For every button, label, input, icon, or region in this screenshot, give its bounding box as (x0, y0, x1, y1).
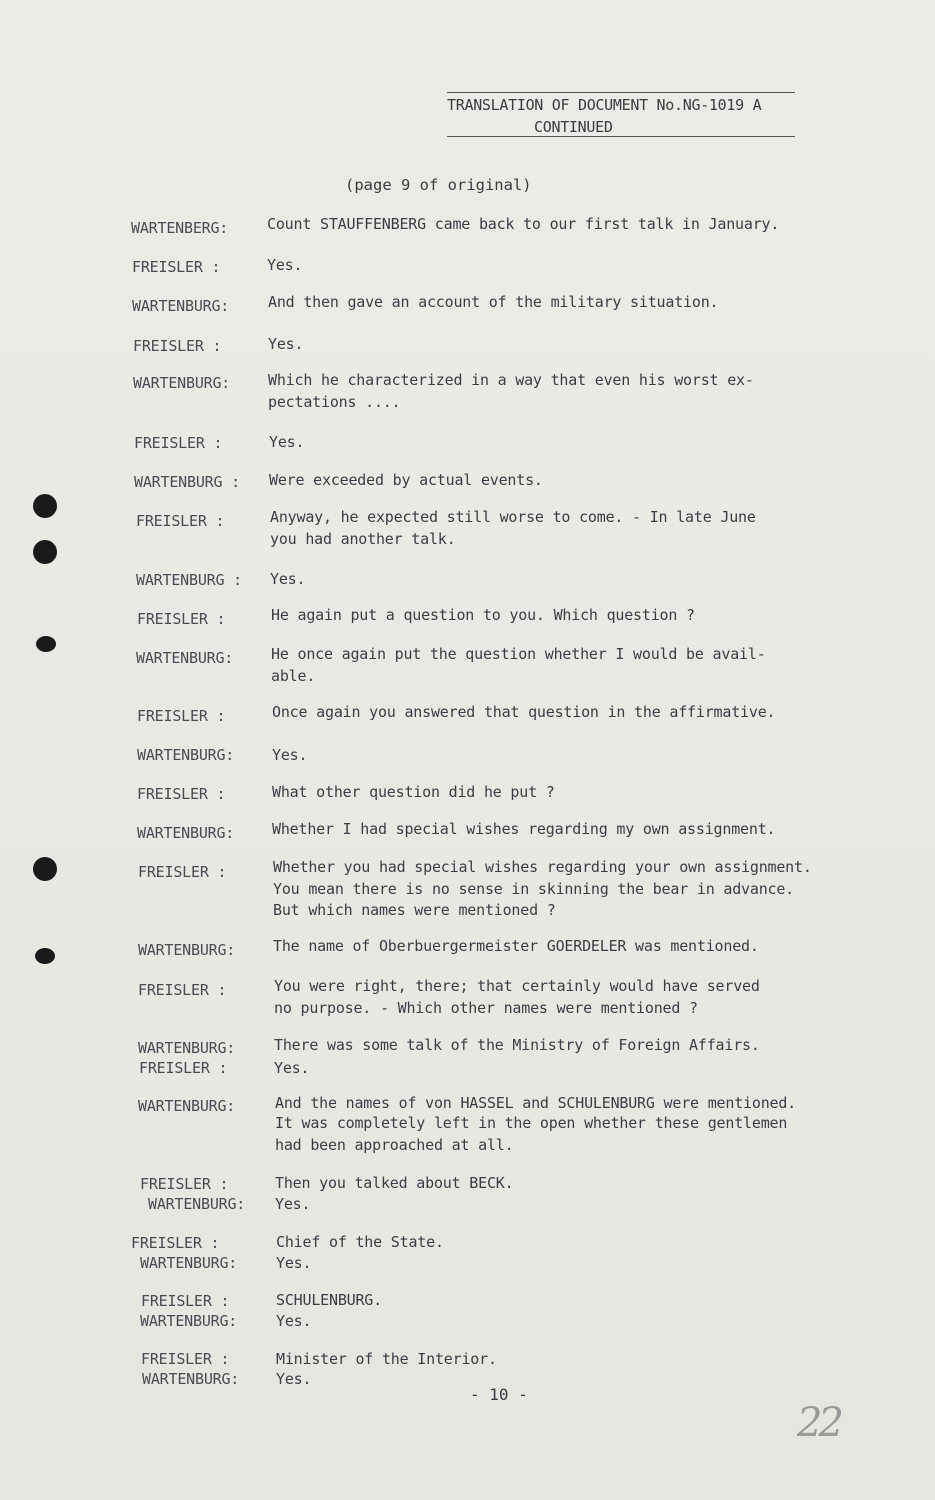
speaker-label: WARTENBURG: (140, 1254, 238, 1272)
dialogue-line: Yes. (268, 335, 304, 353)
dialogue-line: Yes. (267, 256, 303, 274)
dialogue-line: Yes. (276, 1370, 312, 1388)
header-top-rule (447, 92, 795, 93)
dialogue-line: Yes. (272, 746, 308, 764)
dialogue-line: pectations .... (268, 393, 401, 411)
speaker-label: WARTENBURG: (133, 374, 231, 392)
punch-hole (33, 540, 57, 564)
dialogue-line: no purpose. - Which other names were mentioned ? (274, 999, 698, 1017)
speaker-label: FREISLER : (132, 258, 221, 276)
dialogue-line: Once again you answered that question in the affirmative. (272, 703, 776, 721)
dialogue-line: He again put a question to you. Which question ? (271, 606, 695, 624)
dialogue-line: What other question did he put ? (272, 783, 555, 801)
speaker-label: FREISLER : (131, 1234, 220, 1252)
speaker-label: WARTENBURG: (137, 746, 235, 764)
document-subtitle: CONTINUED (534, 118, 613, 136)
dialogue-line: Yes. (269, 433, 305, 451)
punch-hole (33, 857, 57, 881)
speaker-label: FREISLER : (138, 981, 227, 999)
dialogue-line: Count STAUFFENBERG came back to our first talk in January. (267, 215, 780, 233)
speaker-label: WARTENBURG: (132, 297, 230, 315)
dialogue-line: Yes. (276, 1312, 312, 1330)
dialogue-line: you had another talk. (270, 530, 456, 548)
speaker-label: WARTENBURG: (136, 649, 234, 667)
dialogue-line: You were right, there; that certainly would have served (274, 977, 760, 995)
dialogue-line: And then gave an account of the military situation. (268, 293, 719, 311)
dialogue-line: Were exceeded by actual events. (269, 471, 543, 489)
speaker-label: FREISLER : (139, 1059, 228, 1077)
punch-hole (35, 948, 55, 964)
document-title: TRANSLATION OF DOCUMENT No.NG-1019 A (447, 96, 762, 114)
dialogue-line: Anyway, he expected still worse to come. - In late June (270, 508, 756, 526)
dialogue-line: Yes. (276, 1254, 312, 1272)
handwritten-page-number: 22 (797, 1400, 840, 1446)
dialogue-line: Yes. (274, 1059, 310, 1077)
speaker-label: FREISLER : (137, 785, 226, 803)
punch-hole (33, 494, 57, 518)
speaker-label: FREISLER : (137, 707, 226, 725)
dialogue-line: Chief of the State. (276, 1233, 444, 1251)
dialogue-line: The name of Oberbuergermeister GOERDELER was mentioned. (273, 937, 759, 955)
dialogue-line: He once again put the question whether I would be avail- (271, 645, 766, 663)
page-number: - 10 - (470, 1385, 528, 1404)
speaker-label: WARTENBURG : (134, 473, 240, 491)
speaker-label: FREISLER : (134, 434, 223, 452)
speaker-label: FREISLER : (136, 512, 225, 530)
dialogue-line: But which names were mentioned ? (273, 901, 556, 919)
speaker-label: WARTENBURG: (140, 1312, 238, 1330)
speaker-label: WARTENBURG: (138, 1039, 236, 1057)
dialogue-line: Whether you had special wishes regarding your own assignment. (273, 858, 812, 876)
speaker-label: WARTENBURG : (136, 571, 242, 589)
speaker-label: WARTENBURG: (138, 941, 236, 959)
speaker-label: FREISLER : (133, 337, 222, 355)
dialogue-line: And the names of von HASSEL and SCHULENBURG were mentioned. (275, 1094, 797, 1112)
speaker-label: FREISLER : (138, 863, 227, 881)
dialogue-line: It was completely left in the open whether these gentlemen (275, 1114, 788, 1132)
dialogue-line: able. (271, 667, 316, 685)
speaker-label: FREISLER : (137, 610, 226, 628)
dialogue-line: Yes. (275, 1195, 311, 1213)
speaker-label: WARTENBURG: (138, 1097, 236, 1115)
dialogue-line: There was some talk of the Ministry of Foreign Affairs. (274, 1036, 760, 1054)
speaker-label: WARTENBURG: (148, 1195, 246, 1213)
punch-hole (36, 636, 56, 652)
speaker-label: WARTENBERG: (131, 219, 229, 237)
dialogue-line: You mean there is no sense in skinning the bear in advance. (273, 880, 795, 898)
dialogue-line: had been approached at all. (275, 1136, 514, 1154)
page-note: (page 9 of original) (345, 176, 532, 194)
dialogue-line: Whether I had special wishes regarding my own assignment. (272, 820, 776, 838)
dialogue-line: Which he characterized in a way that even his worst ex- (268, 371, 754, 389)
speaker-label: FREISLER : (140, 1175, 229, 1193)
speaker-label: WARTENBURG: (142, 1370, 240, 1388)
dialogue-line: Minister of the Interior. (276, 1350, 497, 1368)
speaker-label: FREISLER : (141, 1350, 230, 1368)
dialogue-line: Yes. (270, 570, 306, 588)
speaker-label: FREISLER : (141, 1292, 230, 1310)
dialogue-line: Then you talked about BECK. (275, 1174, 514, 1192)
header-bottom-rule (447, 136, 795, 137)
dialogue-line: SCHULENBURG. (276, 1291, 382, 1309)
speaker-label: WARTENBURG: (137, 824, 235, 842)
